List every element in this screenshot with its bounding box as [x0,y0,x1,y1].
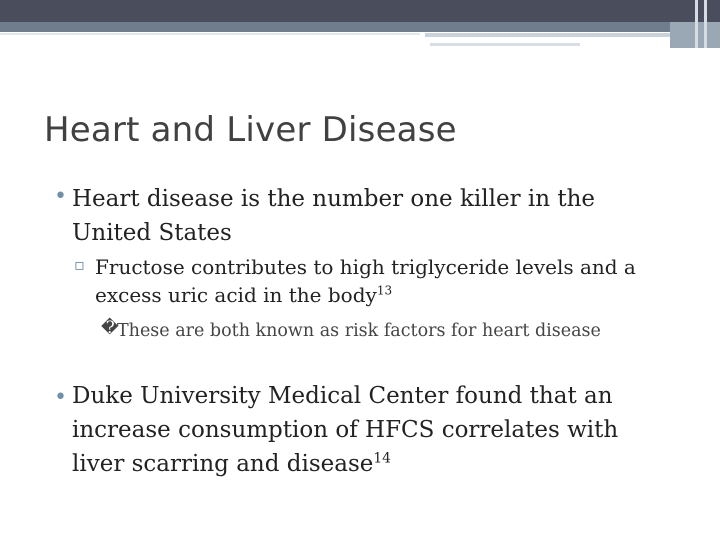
bullet-item [72,182,652,250]
bullet-text: Fructose contributes to high triglyceride levels and a excess uric acid in the body [95,255,636,307]
bullet-text: Duke University Medical Center found that an increase consumption of HFCS correlates with liver scarring and disease [72,383,619,477]
bullet-icon: • [54,184,67,209]
bullet-text: These are both known as risk factors for heart disease [117,321,601,341]
sub-bullet-icon: ▫ [74,255,85,274]
sub-bullet-item [95,253,695,309]
bullet-text: Heart disease is the number one killer in the United States [72,186,596,246]
sub-sub-bullet-icon: � [101,318,119,338]
reference-number: 13 [376,283,393,298]
reference-number: 14 [373,450,391,467]
slide-title: Heart and Liver Disease [44,110,457,150]
bullet-item [72,379,662,481]
bullet-icon: • [54,385,67,410]
sub-sub-bullet-item [117,318,617,345]
